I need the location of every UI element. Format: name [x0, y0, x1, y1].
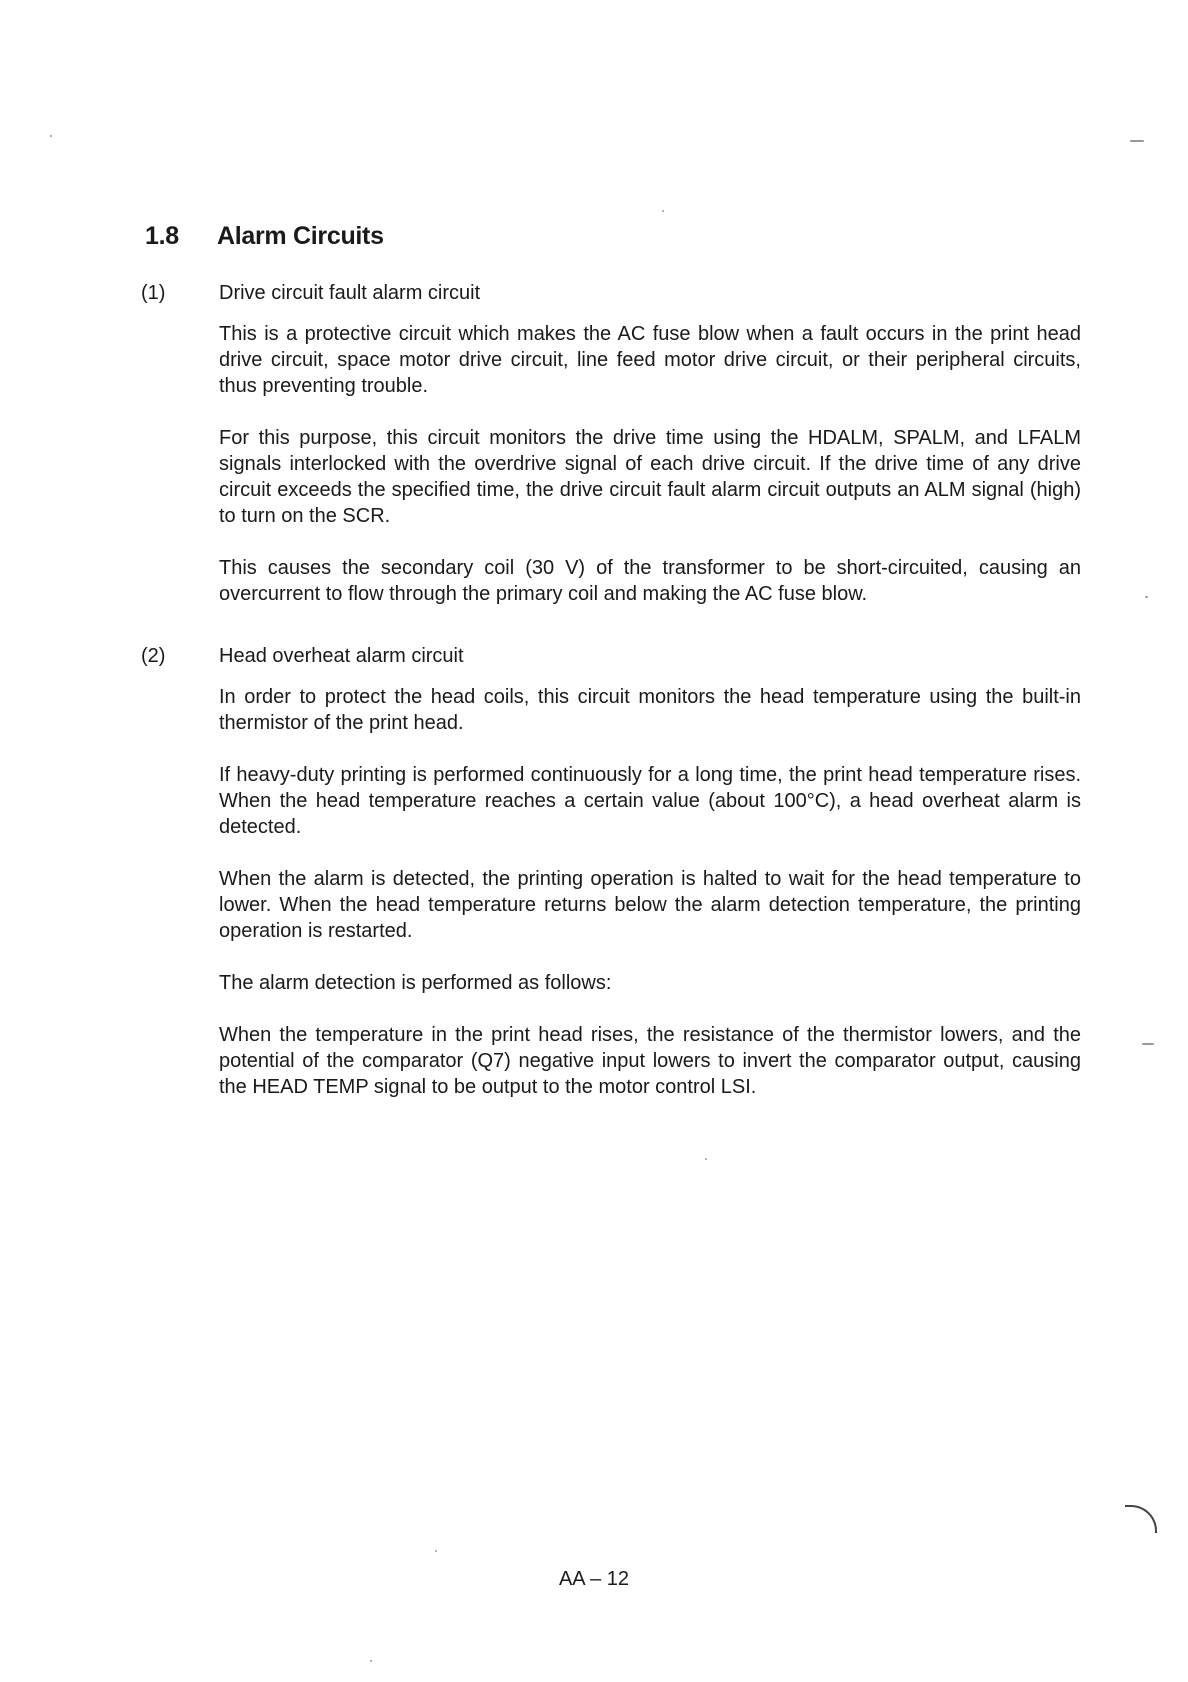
paragraph: The alarm detection is performed as follows: [219, 972, 612, 994]
paragraph: This causes the secondary coil (30 V) of the transformer to be short-circuited, causing an overcurrent to flow through the primary coil and making the AC fuse blow. [219, 557, 1081, 605]
page-number: AA – 12 [558, 1568, 630, 1590]
scan-mark [662, 210, 664, 212]
section-title: Alarm Circuits [217, 222, 384, 250]
scan-mark [1145, 596, 1148, 598]
subsection-number: (2) [141, 645, 166, 667]
section-number: 1.8 [145, 222, 179, 250]
paragraph: When the temperature in the print head rises, the resistance of the thermistor lowers, and the potential of the comparator (Q7) negative input lowers to invert the comparator output, causing the HEAD TEMP signal to be output to the motor control LSI. [219, 1024, 1081, 1098]
paragraph: For this purpose, this circuit monitors the drive time using the HDALM, SPALM, and LFALM signals interlocked with the overdrive signal of each drive circuit. If the drive time of any drive circuit exceeds the specified time, the drive circuit fault alarm circuit outputs an ALM signal (high) to turn on the SCR. [219, 427, 1081, 527]
paragraph: This is a protective circuit which makes the AC fuse blow when a fault occurs in the print head drive circuit, space motor drive circuit, line feed motor drive circuit, or their peripheral circuits, thus preventing trouble. [219, 323, 1081, 397]
paragraph: If heavy-duty printing is performed continuously for a long time, the print head temperature rises. When the head temperature reaches a certain value (about 100°C), a head overheat alarm is detected. [219, 764, 1081, 838]
subsection-heading-1 [141, 282, 480, 305]
scan-curve-mark [1125, 1505, 1157, 1533]
scan-mark [370, 1660, 372, 1662]
section-heading [145, 222, 384, 251]
paragraph: In order to protect the head coils, this circuit monitors the head temperature using the built-in thermistor of the print head. [219, 686, 1081, 734]
scan-mark [50, 135, 52, 137]
scan-mark [435, 1550, 437, 1552]
paragraph: When the alarm is detected, the printing operation is halted to wait for the head temperature to lower. When the head temperature returns below the alarm detection temperature, the printing operation is restarted. [219, 868, 1081, 942]
subsection-heading-2 [141, 645, 464, 668]
scan-mark [1142, 1043, 1154, 1045]
scan-mark [1130, 140, 1144, 142]
scan-mark [705, 1158, 707, 1160]
subsection-title: Drive circuit fault alarm circuit [219, 282, 481, 304]
subsection-number: (1) [141, 282, 166, 304]
subsection-title: Head overheat alarm circuit [219, 645, 464, 667]
